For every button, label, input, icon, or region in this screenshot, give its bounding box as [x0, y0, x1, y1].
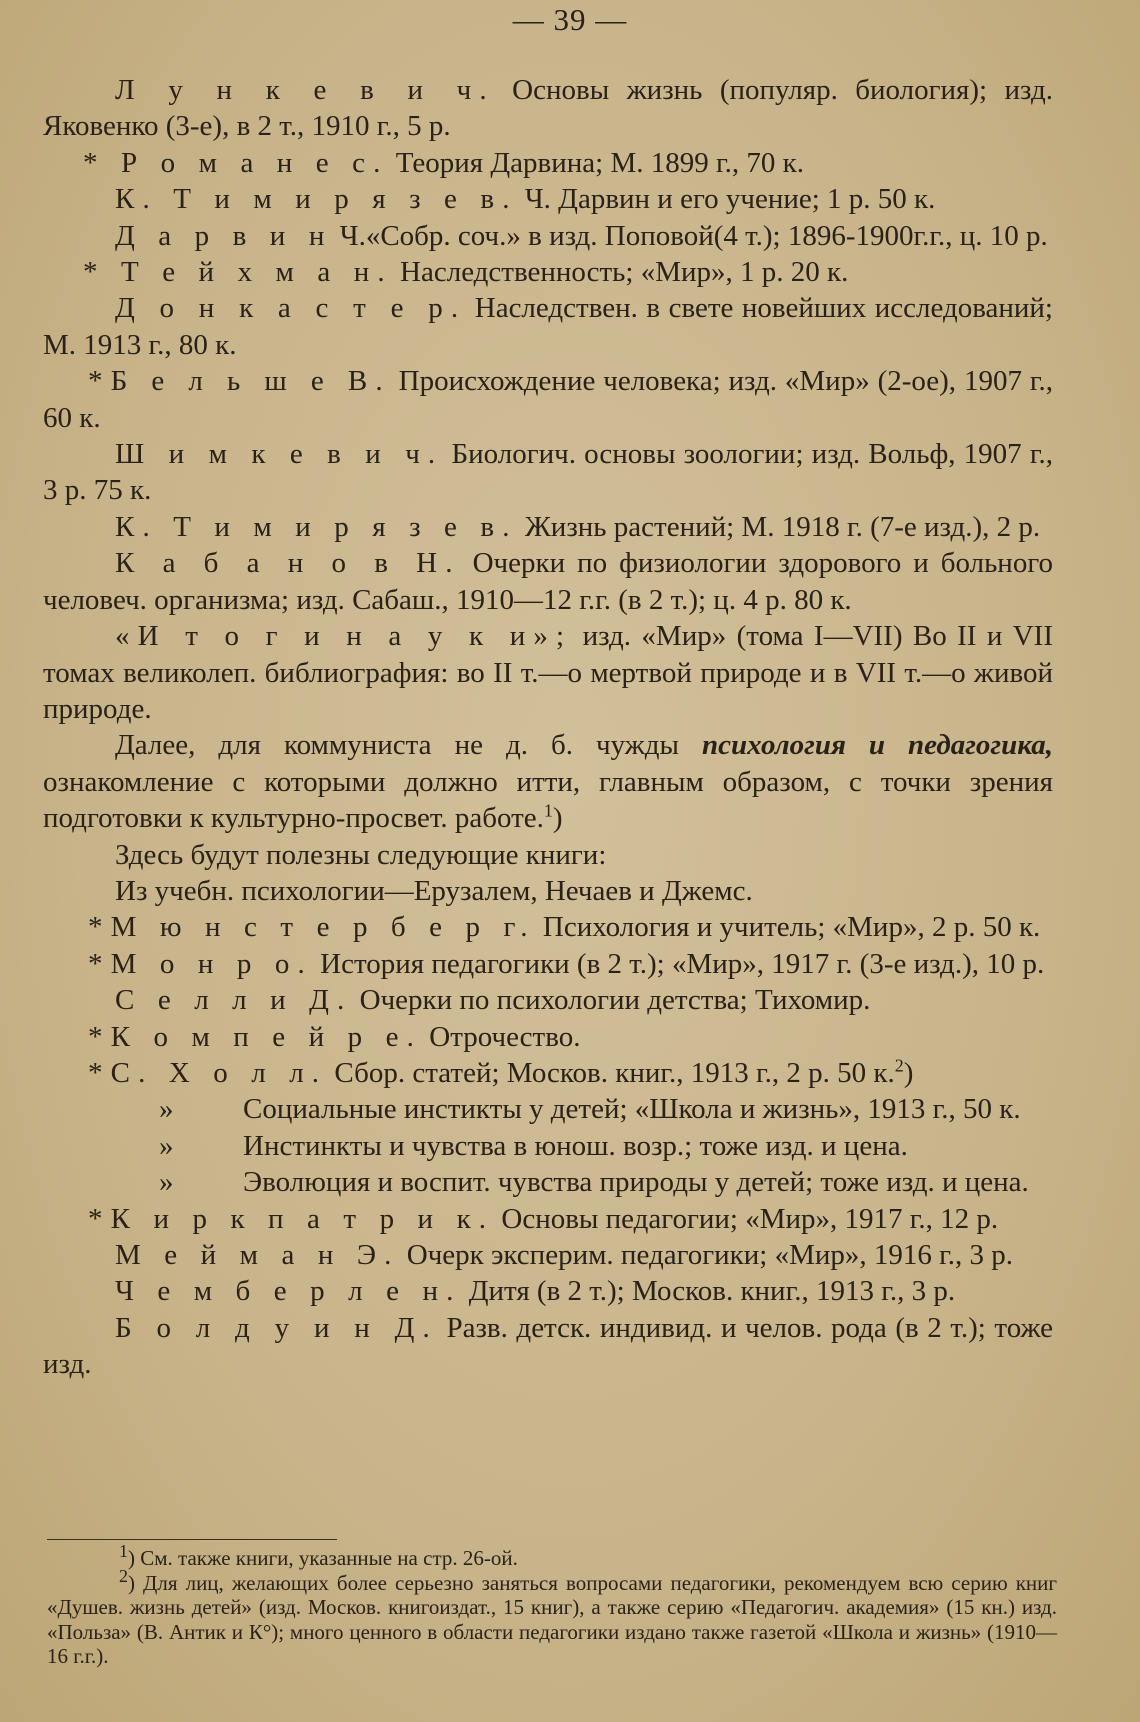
paragraph-text: ) [552, 802, 563, 835]
entry-text: Теория Дарвина; М. 1899 г., 70 к. [388, 146, 804, 179]
entry-text: Основы педагогии; «Мир», 1917 г., 12 р. [494, 1202, 999, 1235]
author: Б о л д у и н Д. [115, 1311, 438, 1344]
author: *К о м п е й р е. [88, 1020, 423, 1053]
entry-text: Дитя (в 2 т.); Москов. книг., 1913 г., 3 р. [461, 1275, 956, 1308]
paragraph-text: Далее, для коммуниста не д. б. чужды [115, 729, 703, 762]
entry-text: Происхождение человека; изд. «Мир» (2-ое), 1907 г., 60 к. [43, 365, 1053, 434]
author: С е л л и Д. [115, 984, 353, 1017]
bib-entry [43, 1201, 1053, 1237]
bib-entry [43, 1055, 1053, 1091]
footnote-divider [47, 1539, 337, 1540]
footnotes [47, 1541, 1057, 1669]
author: *С. Х о л л. [88, 1056, 328, 1089]
author: *К и р к п а т р и к. [88, 1202, 495, 1235]
bib-entry [43, 509, 1053, 545]
author: К. Т и м и р я з е в. [115, 183, 518, 216]
entry-text: Сбор. статей; Москов. книг., 1913 г., 2 р. 50 к. [327, 1056, 895, 1089]
author: Л у н к е в и ч. [115, 74, 495, 106]
author: Д о н к а с т е р. [115, 292, 467, 325]
entry-text: Биологич. основы зоологии; изд. Вольф, 1907 г., 3 р. 75 к. [43, 438, 1053, 507]
entry-text: Основы жизнь (популяр. биология); изд. Яковенко (3-е), в 2 т., 1910 г., 5 р. [43, 74, 1053, 143]
entry-text: Инстинкты и чувства в юнош. возр.; тоже изд. и цена. [243, 1129, 908, 1162]
ditto-mark: » [159, 1166, 174, 1199]
entry-text: Ч. Дарвин и его учение; 1 р. 50 к. [517, 183, 936, 216]
bib-entry [43, 363, 1053, 436]
emphasis: психология и педагогика, [702, 729, 1053, 762]
author: *Б е л ь ш е В. [88, 365, 391, 398]
paragraph: Из учебн. психологии—Ерузалем, Нечаев и Джемс. [115, 874, 753, 907]
entry-text: Ч.«Собр. соч.» в изд. Поповой(4 т.); 1896-1900г.г., ц. 10 р. [332, 219, 1048, 252]
bib-subentry [43, 1164, 1053, 1200]
ditto-mark: » [159, 1093, 174, 1126]
bib-entry [43, 436, 1053, 509]
paragraph: Здесь будут полезны следующие книги: [115, 838, 607, 871]
bib-entry [43, 982, 1053, 1018]
ditto-mark: » [159, 1129, 174, 1162]
bib-entry [43, 1310, 1053, 1383]
entry-text: История педагогики (в 2 т.); «Мир», 1917 г. (3-е изд.), 10 р. [312, 947, 1045, 980]
entry-text: Очерки по психологии детства; Тихомир. [352, 984, 871, 1017]
author: «И т о г и н а у к и»; [115, 620, 573, 653]
entry-text: Эволюция и воспит. чувства природы у детей; тоже изд. и цена. [243, 1166, 1029, 1199]
footnote [47, 1541, 1057, 1571]
bib-entry [43, 618, 1053, 727]
bib-subentry [43, 1128, 1053, 1164]
author: К а б а н о в Н. [115, 547, 461, 580]
bib-entry [43, 290, 1053, 363]
author: Ш и м к е в и ч. [115, 438, 444, 471]
author: М е й м а н Э. [115, 1239, 400, 1271]
bib-entry [43, 218, 1053, 254]
paragraph [43, 727, 1053, 836]
author: *М ю н с т е р б е р г. [88, 911, 536, 944]
bib-entry [43, 1273, 1053, 1309]
bib-entry [43, 181, 1053, 217]
bib-entry [43, 909, 1053, 945]
page-body [43, 72, 1053, 1383]
footnote-text: ) См. также книги, указанные на стр. 26-ой. [128, 1546, 518, 1570]
bib-entry [43, 1237, 1053, 1273]
author: * Р о м а н е с. [83, 146, 389, 179]
entry-text: Очерки по физиологии здорового и больного человеч. организма; изд. Сабаш., 1910—12 г.г. (в 2 т.); ц. 4 р. 80 к. [43, 547, 1053, 616]
entry-text: ) [903, 1056, 914, 1089]
author: * Т е й х м а н. [83, 256, 393, 289]
paragraph-text: ознакомление с которыми должно итти, главным образом, с точки зрения подготовки к культурно-просвет. работе. [43, 765, 1053, 835]
author: Д а р в и н [115, 219, 333, 252]
author: К. Т и м и р я з е в. [115, 510, 518, 543]
footnote [47, 1565, 1057, 1669]
author: Ч е м б е р л е н. [115, 1275, 462, 1308]
entry-text: Разв. детск. индивид. и челов. рода (в 2 т.); тоже изд. [43, 1311, 1053, 1381]
entry-text: Очерк эксперим. педагогики; «Мир», 1916 г., 3 р. [399, 1239, 1014, 1271]
entry-text: изд. «Мир» (тома I—VII) Во II и VII томах великолеп. библиография: во II т.—о мертвой природе и в VII т.—о живой природе. [43, 620, 1053, 725]
bib-entry [43, 1019, 1053, 1055]
bib-entry [43, 545, 1053, 618]
entry-text: Наследствен. в свете новейших исследований; М. 1913 г., 80 к. [43, 292, 1053, 361]
entry-text: Наследственность; «Мир», 1 р. 20 к. [392, 256, 849, 289]
footnote-ref: 1 [543, 800, 553, 821]
entry-text: Жизнь растений; М. 1918 г. (7-е изд.), 2 р. [517, 510, 1041, 543]
footnote-mark: 2 [119, 1565, 128, 1586]
bib-subentry [43, 1091, 1053, 1127]
bib-entry [43, 145, 1053, 181]
entry-text: Отрочество. [422, 1020, 581, 1053]
author: *М о н р о. [88, 947, 313, 980]
footnote-ref: 2 [894, 1055, 904, 1076]
page-number: — 39 — [512, 2, 628, 37]
entry-text: Социальные инстикты у детей; «Школа и жизнь», 1913 г., 50 к. [243, 1093, 1021, 1126]
bib-entry [43, 72, 1053, 145]
entry-text: Психология и учитель; «Мир», 2 р. 50 к. [535, 911, 1041, 944]
footnote-mark: 1 [119, 1541, 128, 1561]
footnote-text: ) Для лиц, желающих более серьезно заняться вопросами педагогики, рекомендуем всю серию книг «Душев. жизнь детей» (изд. Москов. книгоиздат., 15 книг), а также серию «Педагогич. академия» (15 кн.) изд. «Польза» (В. Антик и К°); много ценного в области педагогики издано также газетой «Школа и жизнь» (1910—16 г.г.). [47, 1570, 1057, 1668]
bib-entry [43, 254, 1053, 290]
bib-entry [43, 946, 1053, 982]
